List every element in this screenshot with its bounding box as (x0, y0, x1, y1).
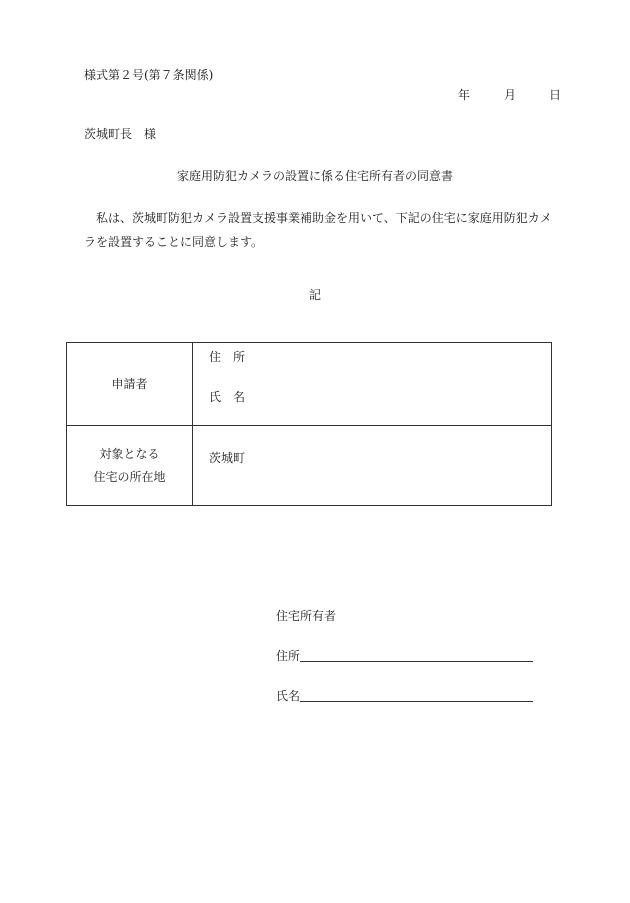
target-address-value: 茨城町 (209, 451, 246, 465)
applicant-label: 申請者 (111, 376, 148, 391)
target-label-line2: 住宅の所在地 (93, 469, 166, 484)
owner-address-label: 住所 (276, 649, 301, 663)
target-label-cell (67, 426, 193, 506)
applicant-name-label: 氏 名 (209, 390, 246, 404)
consent-statement: 私は、茨城町防犯カメラ設置支援事業補助金を用いて、下記の住宅に家庭用防犯カメラを設置することに同意します。 (84, 211, 552, 249)
date-day-label: 日 (549, 88, 562, 102)
table-row-applicant (67, 343, 552, 426)
document-title: 家庭用防犯カメラの設置に係る住宅所有者の同意書 (176, 169, 453, 183)
owner-name-label: 氏名 (276, 689, 301, 703)
target-value-cell[interactable] (193, 426, 552, 506)
owner-heading: 住宅所有者 (276, 609, 337, 623)
applicant-address-label: 住 所 (209, 350, 246, 364)
table-row-target (67, 426, 552, 506)
target-label-line1: 対象となる (99, 446, 160, 461)
owner-name-row[interactable] (276, 687, 536, 705)
addressee: 茨城町長 様 (84, 127, 157, 141)
info-table (66, 342, 552, 506)
ki-heading: 記 (308, 288, 321, 302)
owner-address-row[interactable] (276, 647, 536, 665)
owner-address-underline (300, 661, 533, 662)
applicant-value-cell[interactable] (193, 343, 552, 426)
date-month-label: 月 (504, 88, 517, 102)
applicant-label-cell (67, 343, 193, 426)
date-year-label: 年 (458, 88, 471, 102)
owner-name-underline (300, 701, 533, 702)
form-number: 様式第２号(第７条関係) (84, 68, 214, 82)
